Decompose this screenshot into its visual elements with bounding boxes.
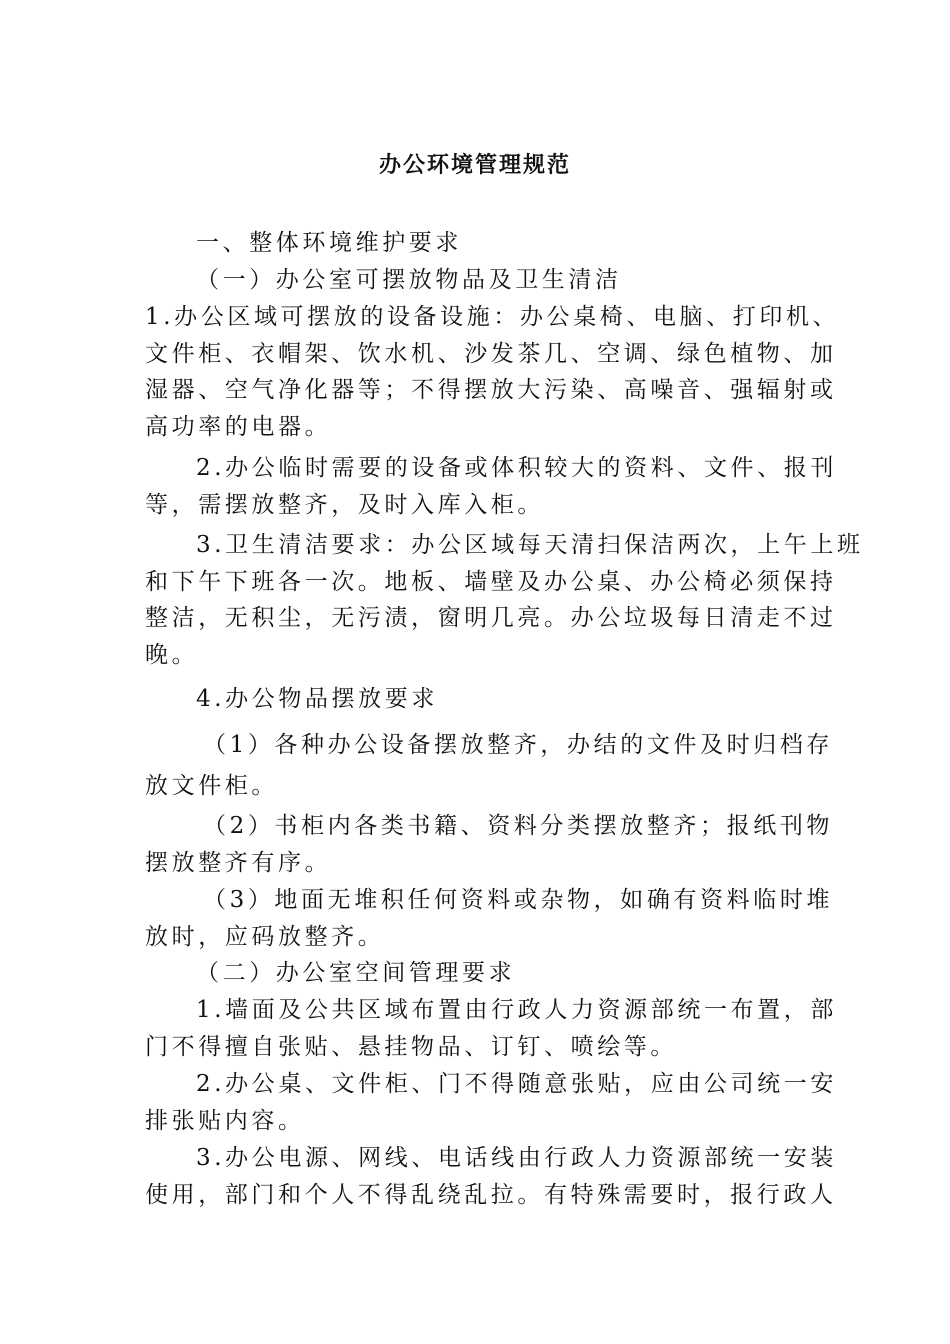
paragraph-cabling [145, 1140, 837, 1213]
paragraph-equipment [145, 299, 839, 445]
text-line: 等，需摆放整齐，及时入库入柜。 [145, 491, 544, 518]
paragraph-posting [145, 1066, 837, 1139]
text-line: 3.卫生清洁要求：办公区域每天清扫保洁两次，上午上班 [196, 532, 864, 558]
text-line: 高功率的电器。 [145, 413, 332, 440]
paragraph-wall-layout [145, 992, 837, 1065]
paragraph-cleaning [145, 527, 864, 673]
text-line: 放时，应码放整齐。 [145, 923, 385, 950]
text-line: 门不得擅自张贴、悬挂物品、订钉、喷绘等。 [145, 1033, 677, 1060]
text-line: 1.墙面及公共区域布置由行政人力资源部统一布置，部 [196, 997, 837, 1023]
paragraph-placement-2 [145, 808, 833, 881]
text-line: 晚。 [145, 641, 199, 668]
text-line: 整洁，无积尘，无污渍，窗明几亮。办公垃圾每日清走不过 [145, 605, 837, 631]
text-line: 放文件柜。 [145, 772, 278, 799]
text-line: 2.办公临时需要的设备或体积较大的资料、文件、报刊 [196, 455, 837, 481]
text-line: 1.办公区域可摆放的设备设施：办公桌椅、电脑、打印机、 [145, 304, 840, 330]
paragraph-placement-3 [145, 882, 833, 955]
text-line: 4.办公物品摆放要求 [196, 686, 438, 712]
text-line: 3.办公电源、网线、电话线由行政人力资源部统一安装 [196, 1145, 837, 1171]
text-line: 2.办公桌、文件柜、门不得随意张贴，应由公司统一安 [196, 1071, 837, 1097]
document-title: 办公环境管理规范 [378, 152, 571, 178]
text-line: 湿器、空气净化器等；不得摆放大污染、高噪音、强辐射或 [145, 377, 837, 403]
text-line: 排张贴内容。 [145, 1107, 305, 1134]
text-line: （3）地面无堆积任何资料或杂物，如确有资料临时堆 [203, 887, 834, 913]
paragraph-placement-heading [196, 681, 438, 718]
text-line: （1）各种办公设备摆放整齐，办结的文件及时归档存 [203, 732, 834, 758]
paragraph-temporary-items [145, 450, 837, 523]
subsection-heading-2 [196, 955, 515, 992]
text-line: 和下午下班各一次。地板、墙壁及办公桌、办公椅必须保持 [145, 568, 837, 595]
section-heading-1 [196, 225, 462, 262]
text-line: 一、整体环境维护要求 [196, 230, 462, 256]
text-line: （一）办公室可摆放物品及卫生清洁 [196, 267, 622, 293]
text-line: 摆放整齐有序。 [145, 849, 332, 876]
subsection-heading-1 [196, 262, 622, 299]
text-line: 使用，部门和个人不得乱绕乱拉。有特殊需要时，报行政人 [145, 1181, 837, 1208]
text-line: （2）书柜内各类书籍、资料分类摆放整齐；报纸刊物 [203, 813, 834, 839]
text-line: 文件柜、衣帽架、饮水机、沙发茶几、空调、绿色植物、加 [145, 340, 837, 367]
text-line: （二）办公室空间管理要求 [196, 960, 516, 986]
paragraph-placement-1 [145, 727, 833, 804]
